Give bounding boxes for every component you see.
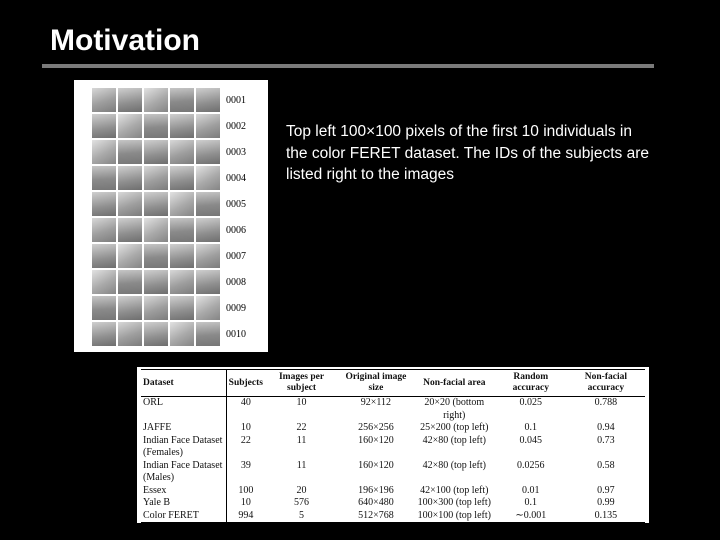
face-patch: [118, 218, 142, 242]
table-row: [141, 510, 645, 523]
face-patch: [118, 114, 142, 138]
face-patch: [92, 244, 116, 268]
table-cell: 0.1: [524, 497, 538, 508]
table-cell: 22: [296, 422, 307, 433]
table-cell: 42×80 (top left): [422, 434, 486, 446]
table-cell: 10: [296, 397, 307, 408]
table-cell: 11: [296, 434, 307, 446]
table-cell: 0.58: [597, 459, 615, 471]
subject-id-label: 0009: [226, 303, 246, 314]
table-cell: Essex: [141, 485, 226, 498]
table-row: [141, 485, 645, 498]
table-cell: 0.73: [597, 434, 615, 446]
face-patch: [118, 244, 142, 268]
face-patch: [170, 88, 194, 112]
face-patch: [170, 114, 194, 138]
face-patch: [144, 140, 168, 164]
table-cell: Indian Face Dataset (Males): [141, 460, 226, 485]
table-cell: Yale B: [141, 497, 226, 510]
face-patch: [170, 296, 194, 320]
figure-caption: Top left 100×100 pixels of the first 10 individuals in the color FERET dataset. The IDs of the subjects are listed right to the images: [286, 123, 649, 183]
subject-id-list: [226, 88, 246, 348]
face-patch: [92, 322, 116, 346]
face-patch: [118, 88, 142, 112]
face-patch: [144, 218, 168, 242]
subject-id-label: 0007: [226, 251, 246, 262]
face-patch: [144, 192, 168, 216]
table-row: [141, 422, 645, 435]
subject-id-label: 0001: [226, 95, 246, 106]
dataset-table: [141, 369, 645, 523]
table-header-cell: Dataset: [141, 370, 226, 397]
table-cell: 0.025: [519, 397, 543, 408]
table-header-cell: Non-facial accuracy: [567, 370, 645, 397]
face-patch: [144, 166, 168, 190]
table-cell: 0.01: [522, 484, 540, 496]
face-patch: [196, 88, 220, 112]
face-patch: [196, 192, 220, 216]
face-patch: [118, 270, 142, 294]
table-cell: 42×80 (top left): [422, 459, 486, 471]
face-patch: [92, 114, 116, 138]
subject-id-label: 0003: [226, 147, 246, 158]
table-cell: 100×100 (top left): [414, 510, 495, 523]
face-patch: [196, 270, 220, 294]
table-cell: ∼0.001: [495, 510, 567, 523]
face-patch: [196, 140, 220, 164]
table-cell: 160×120: [358, 459, 394, 471]
table-row: [141, 497, 645, 510]
subject-id-label: 0002: [226, 121, 246, 132]
table-cell: 22: [240, 434, 251, 446]
face-patch: [118, 322, 142, 346]
table-cell: 0.97: [597, 484, 615, 496]
face-patch: [170, 270, 194, 294]
face-patch: [144, 244, 168, 268]
face-patch: [144, 296, 168, 320]
face-patch: [170, 218, 194, 242]
table-row: [141, 435, 645, 460]
subject-id-label: 0010: [226, 329, 246, 340]
table-cell: Indian Face Dataset (Females): [141, 435, 226, 460]
subject-id-label: 0005: [226, 199, 246, 210]
table-header-cell: Images per subject: [265, 370, 338, 397]
table-cell: 576: [294, 497, 310, 508]
face-patch: [92, 192, 116, 216]
table-cell: 100×300 (top left): [417, 497, 491, 508]
face-patch: [92, 166, 116, 190]
patch-grid: [92, 88, 220, 346]
face-patch: [196, 114, 220, 138]
table-cell: 10: [240, 422, 251, 433]
table-cell: 160×120: [358, 434, 394, 446]
table-header-row: [141, 370, 645, 397]
title-underline: [42, 64, 654, 68]
face-patch: [170, 322, 194, 346]
face-patch: [118, 296, 142, 320]
table-cell: 100: [238, 484, 254, 496]
table-cell: 0.788: [594, 397, 618, 408]
dataset-table-image: [137, 367, 649, 523]
feret-patch-figure: [74, 80, 268, 352]
face-patch: [196, 166, 220, 190]
table-header-cell: Subjects: [226, 370, 265, 397]
table-cell: 92×112: [360, 397, 392, 408]
table-body: [141, 397, 645, 523]
subject-id-label: 0006: [226, 225, 246, 236]
table-cell: 0.99: [597, 497, 615, 508]
table-cell: 20×20 (bottom right): [424, 397, 485, 421]
table-cell: 25×200 (top left): [420, 422, 489, 433]
table-row: [141, 460, 645, 485]
table-cell: 40: [240, 397, 251, 408]
table-cell: 39: [240, 459, 251, 471]
table-cell: 20: [296, 484, 307, 496]
table-cell: 5: [265, 510, 338, 523]
face-patch: [92, 140, 116, 164]
face-patch: [170, 140, 194, 164]
table-cell: 0.045: [519, 434, 543, 446]
table-cell: ORL: [141, 397, 226, 423]
subject-id-label: 0004: [226, 173, 246, 184]
face-patch: [144, 88, 168, 112]
table-cell: 640×480: [358, 497, 394, 508]
table-cell: 512×768: [338, 510, 414, 523]
face-patch: [144, 322, 168, 346]
face-patch: [170, 244, 194, 268]
table-cell: 42×100 (top left): [420, 484, 489, 496]
face-patch: [196, 244, 220, 268]
table-cell: 196×196: [358, 484, 394, 496]
slide-title: Motivation: [50, 24, 200, 57]
face-patch: [144, 270, 168, 294]
face-patch: [92, 270, 116, 294]
face-patch: [196, 322, 220, 346]
table-cell: 0.135: [567, 510, 645, 523]
face-patch: [170, 192, 194, 216]
face-patch: [118, 166, 142, 190]
table-cell: 11: [296, 459, 307, 471]
table-cell: 10: [240, 497, 251, 508]
table-cell: 0.94: [597, 422, 615, 433]
table-header-cell: Non-facial area: [414, 370, 495, 397]
table-header-cell: Original image size: [338, 370, 414, 397]
face-patch: [196, 218, 220, 242]
table-row: [141, 397, 645, 423]
table-cell: 0.1: [524, 422, 538, 433]
face-patch: [196, 296, 220, 320]
subject-id-label: 0008: [226, 277, 246, 288]
face-patch: [170, 166, 194, 190]
table-cell: JAFFE: [141, 422, 226, 435]
table-cell: Color FERET: [141, 510, 226, 523]
face-patch: [144, 114, 168, 138]
table-cell: 256×256: [358, 422, 394, 433]
table-cell: 0.0256: [517, 459, 545, 471]
face-patch: [92, 296, 116, 320]
table-header-cell: Random accuracy: [495, 370, 567, 397]
face-patch: [92, 88, 116, 112]
face-patch: [92, 218, 116, 242]
face-patch: [118, 140, 142, 164]
face-patch: [118, 192, 142, 216]
table-cell: 994: [226, 510, 265, 523]
